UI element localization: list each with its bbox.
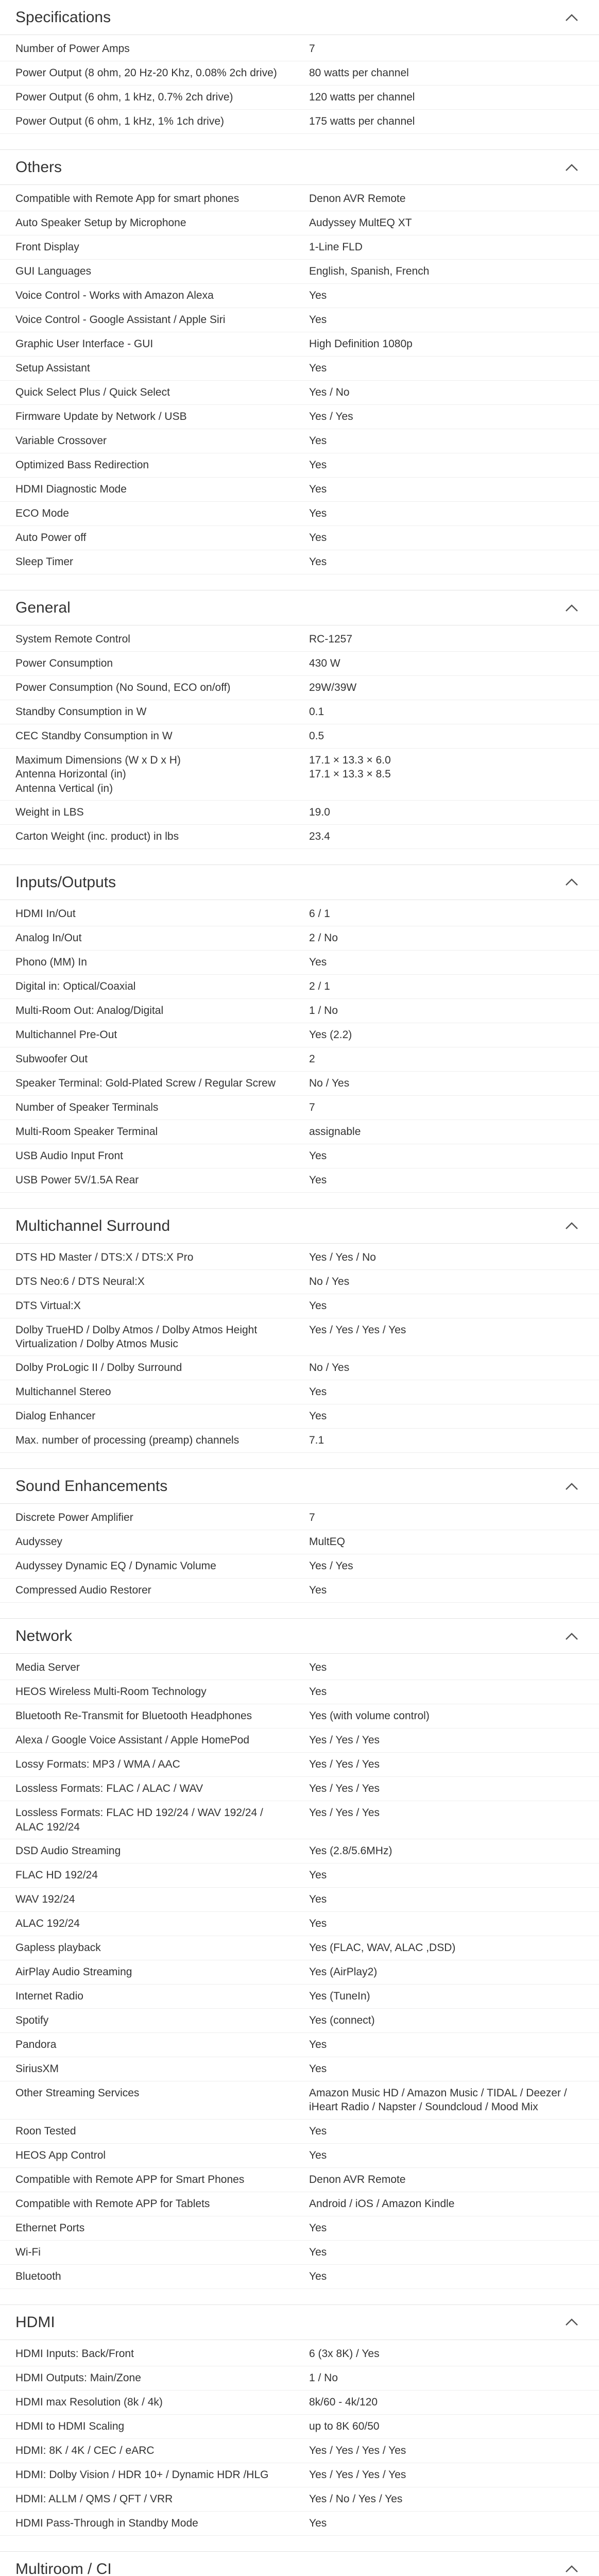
- spec-label: Bluetooth Re-Transmit for Bluetooth Headphones: [15, 1710, 252, 1722]
- spec-row: [0, 926, 599, 951]
- spec-label: Other Streaming Services: [15, 2087, 140, 2099]
- spec-value: English, Spanish, French: [309, 265, 430, 277]
- spec-label: HDMI max Resolution (8k / 4k): [15, 2396, 163, 2408]
- spec-rows: [0, 2340, 599, 2551]
- spec-label: Dolby ProLogic II / Dolby Surround: [15, 1362, 182, 1374]
- spec-label: Weight in LBS: [15, 806, 84, 818]
- spec-row: [0, 1985, 599, 2009]
- spec-label: GUI Languages: [15, 265, 92, 277]
- spec-label: Digital in: Optical/Coaxial: [15, 980, 136, 992]
- spec-row: [0, 1579, 599, 1603]
- spec-row: [0, 1270, 599, 1294]
- spec-row: [0, 652, 599, 676]
- spec-label: Auto Power off: [15, 532, 87, 544]
- spec-section: [0, 590, 599, 865]
- spec-label: Max. number of processing (preamp) channels: [15, 1434, 239, 1447]
- section-toggle[interactable]: [0, 1469, 599, 1504]
- spec-label: Multi-Room Speaker Terminal: [15, 1125, 158, 1138]
- spec-row: [0, 2265, 599, 2289]
- spec-value: 17.1 × 13.3 × 6.0 17.1 × 13.3 × 8.5: [309, 754, 391, 781]
- spec-label: Auto Speaker Setup by Microphone: [15, 217, 186, 229]
- spec-row: [0, 1888, 599, 1912]
- spec-label: Subwoofer Out: [15, 1053, 88, 1065]
- spec-label: Dolby TrueHD / Dolby Atmos / Dolby Atmos Height Virtualization / Dolby Atmos Music: [15, 1324, 258, 1350]
- spec-value: Yes: [309, 2063, 327, 2075]
- chevron-up-icon[interactable]: [565, 878, 578, 886]
- spec-row: [0, 2120, 599, 2144]
- spec-row: [0, 1120, 599, 1144]
- spec-value: 1-Line FLD: [309, 241, 363, 253]
- spec-row: [0, 724, 599, 749]
- spec-value: up to 8K 60/50: [309, 2420, 380, 2432]
- spec-label: Media Server: [15, 1662, 80, 1674]
- spec-section: [0, 1468, 599, 1618]
- chevron-up-icon[interactable]: [565, 13, 578, 22]
- spec-label: Gapless playback: [15, 1942, 101, 1954]
- spec-label: Maximum Dimensions (W x D x H) Antenna Horizontal (in) Antenna Vertical (in): [15, 754, 181, 794]
- spec-label: Power Output (6 ohm, 1 kHz, 1% 1ch drive): [15, 115, 224, 127]
- spec-label: Compatible with Remote APP for Smart Phones: [15, 2173, 245, 2185]
- spec-label: DTS Virtual:X: [15, 1299, 81, 1312]
- spec-value: Yes / Yes / Yes: [309, 1734, 380, 1747]
- spec-row: [0, 235, 599, 260]
- spec-value: Amazon Music HD / Amazon Music / TIDAL / Deezer / iHeart Radio / Napster / Soundcloud / Mood Mix: [309, 2087, 567, 2113]
- spec-value: Yes: [309, 314, 327, 326]
- spec-row: [0, 902, 599, 926]
- spec-label: ECO Mode: [15, 507, 69, 519]
- spec-value: Yes / No: [309, 386, 350, 398]
- spec-label: Compressed Audio Restorer: [15, 1584, 151, 1597]
- spec-rows: [0, 625, 599, 865]
- spec-row: [0, 1506, 599, 1530]
- spec-row: [0, 1144, 599, 1168]
- spec-label: Lossless Formats: FLAC HD 192/24 / WAV 192/24 / ALAC 192/24: [15, 1807, 263, 1833]
- spec-value: Yes / Yes / Yes: [309, 1783, 380, 1795]
- spec-section: [0, 2551, 599, 2576]
- spec-rows: [0, 1244, 599, 1469]
- spec-row: [0, 1530, 599, 1554]
- section-title: General: [15, 599, 71, 616]
- spec-value: No / Yes: [309, 1275, 350, 1287]
- spec-row: [0, 1960, 599, 1985]
- spec-value: Yes: [309, 459, 327, 471]
- spec-label: Pandora: [15, 2039, 57, 2051]
- spec-value: Yes / Yes / Yes / Yes: [309, 1324, 406, 1336]
- spec-row: [0, 2057, 599, 2081]
- spec-row: [0, 502, 599, 526]
- spec-label: Compatible with Remote App for smart phones: [15, 193, 239, 205]
- spec-value: 2: [309, 1053, 315, 1065]
- spec-value: Yes (FLAC, WAV, ALAC ,DSD): [309, 1942, 456, 1954]
- spec-value: Yes: [309, 507, 327, 519]
- spec-row: [0, 1656, 599, 1680]
- spec-value: 29W/39W: [309, 682, 357, 693]
- spec-label: AirPlay Audio Streaming: [15, 1966, 132, 1978]
- spec-label: Power Output (8 ohm, 20 Hz-20 Khz, 0.08% 2ch drive): [15, 67, 277, 79]
- spec-label: HDMI Diagnostic Mode: [15, 483, 127, 495]
- spec-label: DTS HD Master / DTS:X / DTS:X Pro: [15, 1251, 194, 1263]
- section-title: Multiroom / CI: [15, 2560, 112, 2576]
- spec-row: [0, 2391, 599, 2415]
- spec-row: [0, 825, 599, 849]
- spec-label: CEC Standby Consumption in W: [15, 730, 173, 742]
- spec-value: Yes: [309, 1893, 327, 1906]
- spec-value: Yes / Yes / Yes: [309, 1758, 380, 1771]
- spec-row: [0, 2463, 599, 2487]
- spec-row: [0, 110, 599, 134]
- section-title: Specifications: [15, 9, 111, 26]
- spec-row: [0, 260, 599, 284]
- section-title: Others: [15, 159, 62, 176]
- spec-value: 23.4: [309, 830, 330, 842]
- section-title: Multichannel Surround: [15, 1217, 170, 1234]
- spec-label: ALAC 192/24: [15, 1918, 80, 1930]
- spec-value: Yes: [309, 1174, 327, 1186]
- spec-value: Yes: [309, 1149, 327, 1162]
- section-title: Network: [15, 1628, 73, 1645]
- spec-value: Denon AVR Remote: [309, 193, 406, 205]
- spec-value: Yes (with volume control): [309, 1710, 430, 1722]
- spec-label: Lossless Formats: FLAC / ALAC / WAV: [15, 1783, 203, 1795]
- spec-row: [0, 1380, 599, 1404]
- spec-row: [0, 2033, 599, 2057]
- section-toggle[interactable]: [0, 590, 599, 625]
- spec-row: [0, 1318, 599, 1357]
- spec-row: [0, 1047, 599, 1072]
- spec-value: 175 watts per channel: [309, 115, 415, 127]
- spec-value: Yes: [309, 435, 327, 447]
- spec-row: [0, 2439, 599, 2463]
- spec-label: HEOS App Control: [15, 2149, 106, 2161]
- spec-value: Yes / Yes: [309, 411, 353, 422]
- spec-value: 7: [309, 1101, 315, 1113]
- spec-value: Yes (TuneIn): [309, 1990, 370, 2003]
- spec-label: FLAC HD 192/24: [15, 1869, 98, 1882]
- spec-row: [0, 1023, 599, 1047]
- spec-row: [0, 1777, 599, 1801]
- spec-row: [0, 37, 599, 61]
- spec-value: Yes: [309, 2270, 327, 2282]
- spec-label: Compatible with Remote APP for Tablets: [15, 2197, 210, 2210]
- spec-value: No / Yes: [309, 1362, 350, 1374]
- spec-rows: [0, 1504, 599, 1618]
- spec-label: Graphic User Interface - GUI: [15, 338, 153, 350]
- spec-label: SiriusXM: [15, 2063, 59, 2075]
- spec-row: [0, 975, 599, 999]
- spec-label: Dialog Enhancer: [15, 1410, 96, 1422]
- spec-label: HDMI: 8K / 4K / CEC / eARC: [15, 2444, 155, 2456]
- spec-row: [0, 2487, 599, 2512]
- spec-row: [0, 550, 599, 574]
- spec-row: [0, 2009, 599, 2033]
- spec-value: 0.1: [309, 706, 324, 718]
- section-toggle[interactable]: [0, 1209, 599, 1244]
- spec-label: Internet Radio: [15, 1990, 83, 2003]
- spec-row: [0, 1863, 599, 1888]
- spec-label: Number of Speaker Terminals: [15, 1101, 159, 1113]
- spec-row: [0, 1753, 599, 1777]
- spec-value: 7: [309, 1512, 315, 1524]
- spec-value: 7.1: [309, 1434, 324, 1447]
- spec-label: Alexa / Google Voice Assistant / Apple HomePod: [15, 1734, 250, 1747]
- spec-label: Firmware Update by Network / USB: [15, 411, 187, 422]
- spec-row: [0, 1168, 599, 1193]
- spec-label: HDMI: ALLM / QMS / QFT / VRR: [15, 2493, 173, 2505]
- spec-row: [0, 1728, 599, 1753]
- spec-label: Audyssey Dynamic EQ / Dynamic Volume: [15, 1560, 216, 1572]
- spec-value: Denon AVR Remote: [309, 2173, 406, 2185]
- spec-rows: [0, 185, 599, 590]
- spec-row: [0, 1704, 599, 1728]
- spec-value: Yes: [309, 2517, 327, 2529]
- spec-label: Power Output (6 ohm, 1 kHz, 0.7% 2ch drive): [15, 91, 233, 103]
- section-title: HDMI: [15, 2313, 55, 2331]
- spec-value: assignable: [309, 1125, 361, 1138]
- spec-label: Front Display: [15, 241, 79, 253]
- spec-value: Yes / Yes: [309, 1560, 353, 1572]
- spec-row: [0, 86, 599, 110]
- section-toggle[interactable]: [0, 2305, 599, 2340]
- spec-row: [0, 2216, 599, 2241]
- spec-label: Discrete Power Amplifier: [15, 1512, 133, 1524]
- spec-label: Standby Consumption in W: [15, 706, 147, 718]
- spec-value: MultEQ: [309, 1536, 346, 1548]
- spec-value: Yes: [309, 2222, 327, 2234]
- spec-value: Yes: [309, 956, 327, 968]
- spec-section: [0, 1208, 599, 1469]
- chevron-up-icon[interactable]: [565, 163, 578, 172]
- section-toggle[interactable]: [0, 1619, 599, 1654]
- spec-row: [0, 357, 599, 381]
- spec-row: [0, 2512, 599, 2536]
- spec-label: HDMI In/Out: [15, 907, 76, 920]
- spec-row: [0, 676, 599, 700]
- spec-value: Audyssey MultEQ XT: [309, 217, 412, 229]
- spec-value: No / Yes: [309, 1077, 350, 1089]
- spec-value: Yes / Yes / Yes / Yes: [309, 2444, 406, 2456]
- section-toggle[interactable]: [0, 0, 599, 35]
- spec-value: Yes (AirPlay2): [309, 1966, 378, 1978]
- spec-label: Voice Control - Google Assistant / Apple Siri: [15, 314, 226, 326]
- spec-value: 6 / 1: [309, 907, 330, 920]
- section-toggle[interactable]: [0, 150, 599, 185]
- spec-value: Yes (2.8/5.6MHz): [309, 1845, 392, 1857]
- spec-value: 1 / No: [309, 1004, 338, 1016]
- spec-row: [0, 1554, 599, 1579]
- spec-value: Yes: [309, 1662, 327, 1674]
- spec-label: Multichannel Pre-Out: [15, 1028, 117, 1041]
- spec-label: WAV 192/24: [15, 1893, 75, 1906]
- spec-label: Speaker Terminal: Gold-Plated Screw / Regular Screw: [15, 1077, 276, 1089]
- spec-value: 6 (3x 8K) / Yes: [309, 2347, 380, 2360]
- spec-label: HDMI Inputs: Back/Front: [15, 2347, 134, 2360]
- spec-row: [0, 1294, 599, 1318]
- spec-label: HDMI to HDMI Scaling: [15, 2420, 125, 2432]
- spec-label: Phono (MM) In: [15, 956, 87, 968]
- spec-value: Yes: [309, 362, 327, 374]
- spec-row: [0, 700, 599, 724]
- spec-value: Yes: [309, 2125, 327, 2137]
- spec-rows: [0, 1654, 599, 2304]
- spec-section: [0, 0, 599, 149]
- spec-row: [0, 308, 599, 332]
- spec-value: Yes: [309, 1299, 327, 1312]
- spec-label: Number of Power Amps: [15, 43, 130, 55]
- spec-row: [0, 1429, 599, 1453]
- spec-section: [0, 149, 599, 590]
- spec-row: [0, 2144, 599, 2168]
- spec-value: Yes: [309, 1918, 327, 1930]
- spec-value: Yes / Yes / Yes: [309, 1807, 380, 1819]
- spec-row: [0, 2366, 599, 2391]
- spec-label: Multi-Room Out: Analog/Digital: [15, 1004, 164, 1016]
- spec-row: [0, 1356, 599, 1380]
- spec-value: Yes: [309, 1869, 327, 1882]
- spec-value: Yes / Yes / Yes / Yes: [309, 2468, 406, 2481]
- spec-label: USB Audio Input Front: [15, 1149, 123, 1162]
- spec-row: [0, 628, 599, 652]
- spec-value: Yes / No / Yes / Yes: [309, 2493, 403, 2505]
- spec-label: Quick Select Plus / Quick Select: [15, 386, 170, 398]
- spec-row: [0, 1839, 599, 1863]
- spec-row: [0, 453, 599, 478]
- spec-row: [0, 526, 599, 550]
- chevron-up-icon[interactable]: [565, 1482, 578, 1490]
- spec-row: [0, 1246, 599, 1270]
- spec-label: Audyssey: [15, 1536, 63, 1548]
- spec-label: HDMI Outputs: Main/Zone: [15, 2371, 141, 2384]
- spec-value: Yes: [309, 1584, 327, 1597]
- spec-row: [0, 951, 599, 975]
- section-toggle[interactable]: [0, 865, 599, 900]
- spec-value: Yes: [309, 2039, 327, 2051]
- spec-row: [0, 749, 599, 801]
- spec-value: Yes: [309, 290, 327, 301]
- section-toggle[interactable]: [0, 2552, 599, 2576]
- chevron-up-icon[interactable]: [565, 1632, 578, 1640]
- spec-row: [0, 429, 599, 453]
- spec-label: USB Power 5V/1.5A Rear: [15, 1174, 139, 1186]
- spec-row: [0, 1096, 599, 1120]
- spec-row: [0, 1912, 599, 1936]
- spec-row: [0, 187, 599, 211]
- spec-row: [0, 405, 599, 429]
- spec-label: DSD Audio Streaming: [15, 1845, 121, 1857]
- spec-label: Ethernet Ports: [15, 2222, 85, 2234]
- spec-label: HDMI: Dolby Vision / HDR 10+ / Dynamic HDR /HLG: [15, 2468, 269, 2481]
- spec-value: High Definition 1080p: [309, 338, 413, 350]
- chevron-up-icon[interactable]: [565, 2565, 578, 2573]
- spec-label: Wi-Fi: [15, 2246, 41, 2258]
- spec-row: [0, 2342, 599, 2366]
- spec-row: [0, 211, 599, 235]
- spec-value: 80 watts per channel: [309, 67, 409, 79]
- spec-value: Yes (2.2): [309, 1028, 352, 1041]
- spec-row: [0, 478, 599, 502]
- spec-label: Analog In/Out: [15, 931, 82, 944]
- spec-value: Yes: [309, 1410, 327, 1422]
- spec-value: Yes: [309, 1686, 327, 1698]
- spec-row: [0, 1801, 599, 1839]
- spec-section: [0, 865, 599, 1208]
- spec-row: [0, 2415, 599, 2439]
- spec-value: Yes: [309, 556, 327, 568]
- spec-row: [0, 801, 599, 825]
- spec-row: [0, 381, 599, 405]
- spec-value: Yes / Yes / No: [309, 1251, 376, 1263]
- spec-label: Variable Crossover: [15, 435, 107, 447]
- spec-label: Sleep Timer: [15, 556, 74, 568]
- spec-row: [0, 2168, 599, 2192]
- spec-label: Spotify: [15, 2014, 49, 2027]
- section-title: Inputs/Outputs: [15, 873, 116, 891]
- spec-value: Yes: [309, 483, 327, 495]
- spec-label: HEOS Wireless Multi-Room Technology: [15, 1686, 207, 1698]
- section-title: Sound Enhancements: [15, 1478, 168, 1495]
- spec-label: Roon Tested: [15, 2125, 76, 2137]
- chevron-up-icon[interactable]: [565, 2318, 578, 2326]
- spec-label: Voice Control - Works with Amazon Alexa: [15, 290, 214, 301]
- spec-value: RC-1257: [309, 633, 353, 645]
- spec-label: System Remote Control: [15, 633, 130, 645]
- spec-label: Optimized Bass Redirection: [15, 459, 149, 471]
- spec-value: 7: [309, 43, 315, 55]
- spec-section: [0, 2304, 599, 2551]
- spec-label: Power Consumption: [15, 657, 113, 669]
- spec-section: [0, 1618, 599, 2304]
- spec-label: Power Consumption (No Sound, ECO on/off): [15, 682, 231, 693]
- spec-value: Yes: [309, 2246, 327, 2258]
- spec-label: Multichannel Stereo: [15, 1386, 111, 1398]
- spec-value: 8k/60 - 4k/120: [309, 2396, 378, 2408]
- spec-row: [0, 1404, 599, 1429]
- spec-row: [0, 2241, 599, 2265]
- spec-value: 120 watts per channel: [309, 91, 415, 103]
- spec-row: [0, 1936, 599, 1960]
- chevron-up-icon[interactable]: [565, 1222, 578, 1230]
- spec-row: [0, 1680, 599, 1704]
- spec-row: [0, 999, 599, 1023]
- spec-value: 0.5: [309, 730, 324, 742]
- spec-value: 1 / No: [309, 2371, 338, 2384]
- spec-label: Bluetooth: [15, 2270, 61, 2282]
- spec-rows: [0, 900, 599, 1208]
- spec-value: Yes (connect): [309, 2014, 375, 2027]
- spec-label: DTS Neo:6 / DTS Neural:X: [15, 1275, 145, 1287]
- spec-value: Yes: [309, 1386, 327, 1398]
- spec-value: 2 / 1: [309, 980, 330, 992]
- spec-label: Lossy Formats: MP3 / WMA / AAC: [15, 1758, 180, 1771]
- spec-value: 430 W: [309, 657, 340, 669]
- spec-row: [0, 2192, 599, 2216]
- spec-label: Setup Assistant: [15, 362, 90, 374]
- spec-rows: [0, 35, 599, 149]
- spec-value: Android / iOS / Amazon Kindle: [309, 2197, 455, 2210]
- spec-row: [0, 2081, 599, 2120]
- spec-value: Yes: [309, 532, 327, 544]
- spec-label: Carton Weight (inc. product) in lbs: [15, 830, 179, 842]
- spec-row: [0, 284, 599, 308]
- spec-row: [0, 1072, 599, 1096]
- spec-label: HDMI Pass-Through in Standby Mode: [15, 2517, 198, 2529]
- spec-value: 19.0: [309, 806, 330, 818]
- spec-row: [0, 61, 599, 86]
- chevron-up-icon[interactable]: [565, 604, 578, 612]
- spec-value: 2 / No: [309, 931, 338, 944]
- spec-value: Yes: [309, 2149, 327, 2161]
- spec-row: [0, 332, 599, 357]
